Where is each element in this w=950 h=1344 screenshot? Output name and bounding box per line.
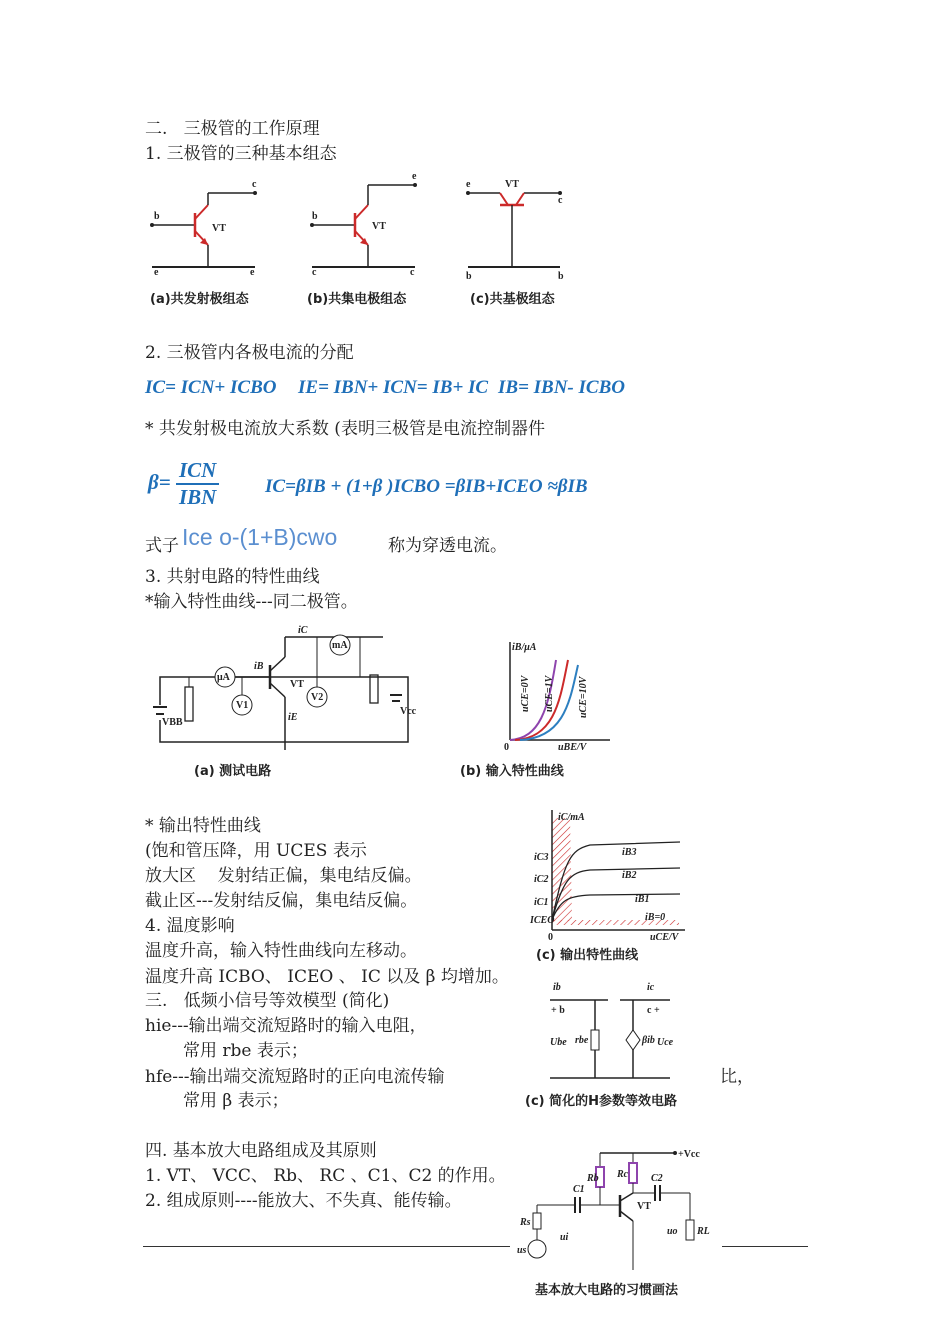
svg-text:b: b xyxy=(466,271,472,282)
section4-heading: 四. 基本放大电路组成及其原则 xyxy=(145,1141,377,1161)
hfe-definition: hfe---输出端交流短路时的正向电流传输 xyxy=(145,1067,445,1087)
svg-text:0: 0 xyxy=(548,932,553,943)
caption-common-collector: (b)共集电极组态 xyxy=(307,292,407,307)
svg-text:e: e xyxy=(466,179,471,190)
section-heading: 二. 三极管的工作原理 xyxy=(145,119,320,139)
svg-text:μA: μA xyxy=(217,672,230,683)
svg-text:C2: C2 xyxy=(651,1173,663,1184)
design-principle-item: 2. 组成原则----能放大、不失真、能传输。 xyxy=(145,1191,462,1211)
h-parameter-model-diagram xyxy=(545,975,675,1085)
caption-common-emitter: (a)共发射极组态 xyxy=(150,292,249,307)
svg-text:ui: ui xyxy=(560,1232,569,1243)
svg-text:us: us xyxy=(517,1245,527,1256)
svg-text:C1: C1 xyxy=(573,1184,585,1195)
svg-text:0: 0 xyxy=(504,742,509,753)
hie-note: 常用 rbe 表示； xyxy=(183,1041,308,1061)
hfe-tail: 比， xyxy=(720,1067,754,1087)
svg-text:Uce: Uce xyxy=(657,1037,674,1048)
svg-text:iC: iC xyxy=(298,625,308,636)
svg-text:Vcc: Vcc xyxy=(400,706,417,717)
page-bottom-rule-left xyxy=(143,1246,510,1247)
svg-text:iB=0: iB=0 xyxy=(645,912,666,923)
active-region-note: 放大区 发射结正偏，集电结反偏。 xyxy=(145,866,422,886)
temperature-note-2: 温度升高 ICBO、 ICEO 、 IC 以及 β 均增加。 xyxy=(145,967,509,987)
svg-text:ib: ib xyxy=(553,982,561,993)
formula-ie: IE= IBN+ ICN= IB+ IC xyxy=(298,377,489,398)
svg-text:+ b: + b xyxy=(551,1005,565,1016)
svg-text:iC2: iC2 xyxy=(534,874,549,885)
caption-output-curve: (c) 输出特性曲线 xyxy=(536,948,639,963)
subheading-currents: 2. 三极管内各极电流的分配 xyxy=(145,343,354,363)
common-emitter-diagram xyxy=(150,179,257,278)
input-chart-ylabel: iB/μA xyxy=(512,642,537,653)
label-uce-10: uCE=10V xyxy=(578,676,589,718)
svg-text:c: c xyxy=(558,195,563,206)
svg-text:uo: uo xyxy=(667,1226,678,1237)
configuration-diagrams xyxy=(140,171,580,282)
svg-text:iB1: iB1 xyxy=(635,894,650,905)
svg-text:iC1: iC1 xyxy=(534,897,549,908)
label-uce-0: uCE=0V xyxy=(520,675,531,712)
output-curve-heading: * 输出特性曲线 xyxy=(145,816,261,836)
svg-text:b: b xyxy=(312,211,318,222)
svg-text:VT: VT xyxy=(212,223,226,234)
svg-text:c: c xyxy=(410,267,415,278)
caption-input-curve: (b) 输入特性曲线 xyxy=(460,764,564,779)
input-characteristic-chart xyxy=(500,640,615,753)
svg-text:VT: VT xyxy=(290,679,304,690)
svg-text:mA: mA xyxy=(332,640,348,651)
test-circuit-diagram xyxy=(150,625,425,750)
beta-current-formula: IC=βIB + (1+β )ICBO =βIB+ICEO ≈βIB xyxy=(265,476,588,497)
svg-text:Ube: Ube xyxy=(550,1037,567,1048)
subheading-characteristics: 3. 共射电路的特性曲线 xyxy=(145,567,320,587)
temperature-note-1: 温度升高，输入特性曲线向左移动。 xyxy=(145,941,417,961)
saturation-note: (饱和管压降，用 UCES 表示 xyxy=(145,841,367,861)
svg-text:iC3: iC3 xyxy=(534,852,549,863)
svg-text:Rc: Rc xyxy=(617,1169,629,1180)
svg-text:iB3: iB3 xyxy=(622,847,637,858)
subheading-temperature: 4. 温度影响 xyxy=(145,916,235,936)
svg-text:iC/mA: iC/mA xyxy=(558,812,585,823)
hfe-note: 常用 β 表示； xyxy=(183,1091,289,1111)
svg-text:rbe: rbe xyxy=(575,1035,589,1046)
component-role-item: 1. VT、 VCC、 Rb、 RC 、C1、C2 的作用。 xyxy=(145,1166,506,1186)
svg-text:iB2: iB2 xyxy=(622,870,637,881)
formula-ib: IB= IBN- ICBO xyxy=(498,377,625,398)
section3-heading: 三. 低频小信号等效模型 (简化) xyxy=(145,991,390,1011)
cutoff-region-note: 截止区---发射结反偏，集电结反偏。 xyxy=(145,891,418,911)
svg-text:c +: c + xyxy=(647,1005,660,1016)
svg-text:e: e xyxy=(154,267,159,278)
formula-ic: IC= ICN+ ICBO xyxy=(145,377,277,398)
page-bottom-rule-right xyxy=(722,1246,808,1247)
input-chart-xlabel: uBE/V xyxy=(558,742,587,753)
beta-description: * 共发射极电流放大系数 (表明三极管是电流控制器件 xyxy=(145,419,545,439)
svg-text:iE: iE xyxy=(288,712,298,723)
shizi-prefix: 式子 xyxy=(145,536,179,556)
svg-text:uCE/V: uCE/V xyxy=(650,932,679,943)
beta-fraction-formula: β= $\frac{\text{ICN}}{\text{IBN}}$ xyxy=(148,458,219,510)
caption-test-circuit: (a) 测试电路 xyxy=(194,764,272,779)
svg-text:iB: iB xyxy=(254,661,264,672)
subheading-configurations: 1. 三极管的三种基本组态 xyxy=(145,144,337,164)
svg-text:βib: βib xyxy=(642,1035,655,1046)
svg-text:e: e xyxy=(412,171,417,182)
svg-text:Rb: Rb xyxy=(587,1173,599,1184)
common-collector-diagram xyxy=(310,171,417,278)
svg-text:b: b xyxy=(558,271,564,282)
svg-text:V2: V2 xyxy=(311,692,324,703)
svg-text:e: e xyxy=(250,267,255,278)
shizi-suffix: 称为穿透电流。 xyxy=(388,536,507,556)
caption-h-model: (c) 简化的H参数等效电路 xyxy=(525,1094,677,1109)
svg-text:VT: VT xyxy=(505,179,519,190)
svg-text:V1: V1 xyxy=(236,700,249,711)
svg-text:c: c xyxy=(252,179,257,190)
svg-text:ICEO: ICEO xyxy=(530,915,555,926)
caption-amplifier: 基本放大电路的习惯画法 xyxy=(535,1283,679,1298)
svg-text:c: c xyxy=(312,267,317,278)
svg-text:VT: VT xyxy=(637,1201,651,1212)
output-characteristic-chart xyxy=(530,810,690,943)
svg-text:VBB: VBB xyxy=(162,717,183,728)
caption-common-base: (c)共基极组态 xyxy=(470,292,555,307)
common-base-diagram xyxy=(466,179,564,282)
svg-text:+Vcc: +Vcc xyxy=(678,1149,700,1160)
input-curve-note: *输入特性曲线---同二极管。 xyxy=(145,592,358,612)
svg-text:RL: RL xyxy=(697,1226,710,1237)
penetration-current-formula: Ice o-(1+B)cwo xyxy=(182,524,338,550)
svg-text:VT: VT xyxy=(372,221,386,232)
label-uce-1: uCE=1V xyxy=(544,675,555,712)
svg-text:Rs: Rs xyxy=(520,1217,531,1228)
amplifier-circuit-diagram xyxy=(515,1145,725,1280)
svg-text:ic: ic xyxy=(647,982,655,993)
hie-definition: hie---输出端交流短路时的输入电阻， xyxy=(145,1016,427,1036)
svg-text:b: b xyxy=(154,211,160,222)
